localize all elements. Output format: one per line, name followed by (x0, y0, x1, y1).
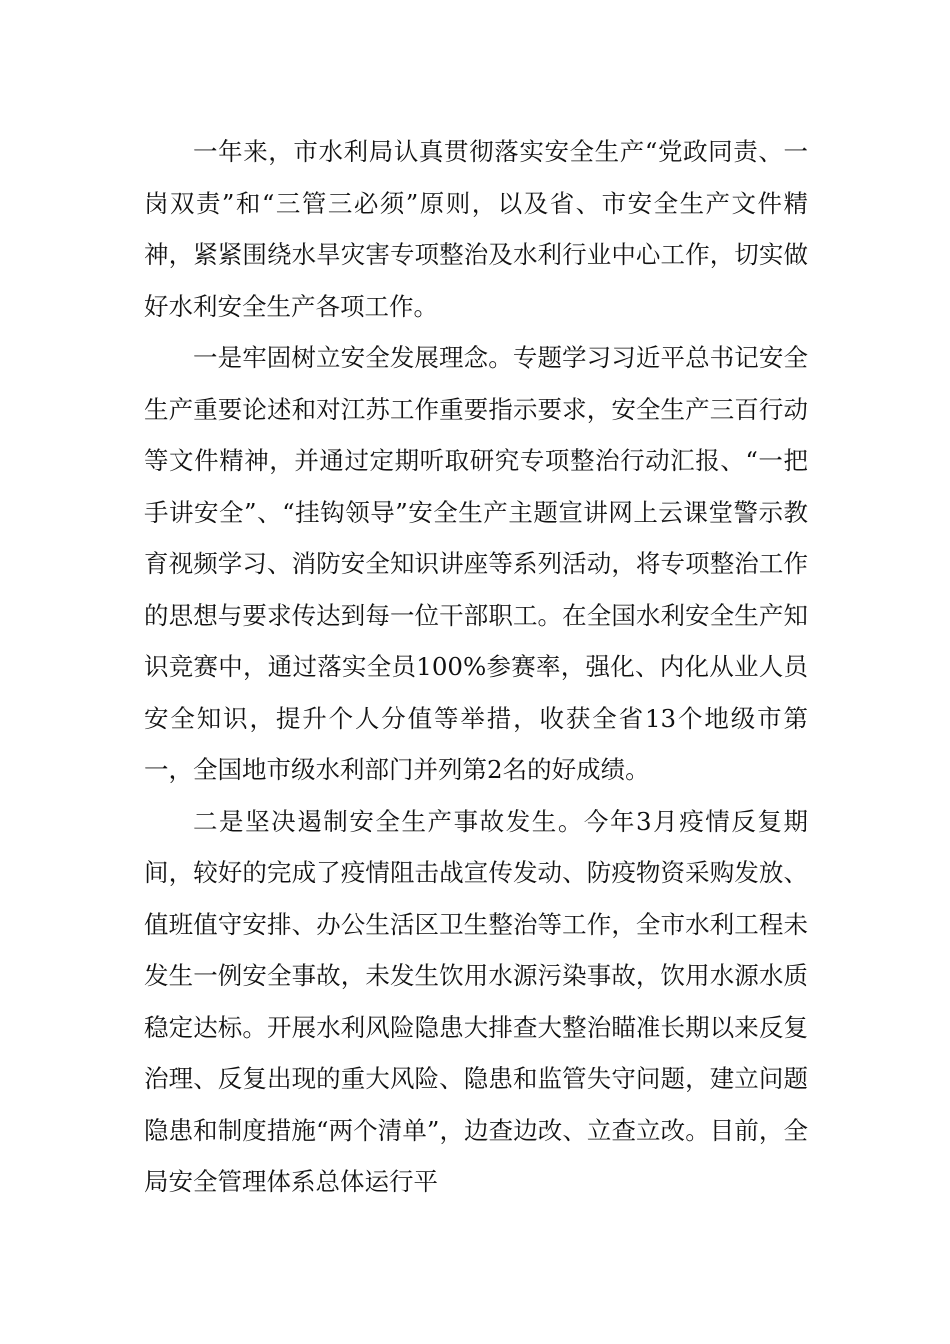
document-body (144, 126, 808, 1208)
paragraph-safety-concept: 一是牢固树立安全发展理念。专题学习习近平总书记安全生产重要论述和对江苏工作重要指示要求，安全生产三百行动等文件精神，并通过定期听取研究专项整治行动汇报、“一把手讲安全”、“挂钩领导”安全生产主题宣讲网上云课堂警示教育视频学习、消防安全知识讲座等系列活动，将专项整治工作的思想与要求传达到每一位干部职工。在全国水利安全生产知识竞赛中，通过落实全员100%参赛率，强化、内化从业人员安全知识，提升个人分值等举措，收获全省13个地级市第一，全国地市级水利部门并列第2名的好成绩。 (144, 343, 808, 784)
paragraph-intro: 一年来，市水利局认真贯彻落实安全生产“党政同责、一岗双责”和“三管三必须”原则，以及省、市安全生产文件精神，紧紧围绕水旱灾害专项整治及水利行业中心工作，切实做好水利安全生产各项工作。 (144, 137, 808, 321)
paragraph-accident-prevention: 二是坚决遏制安全生产事故发生。今年3月疫情反复期间，较好的完成了疫情阻击战宣传发动、防疫物资采购发放、值班值守安排、办公生活区卫生整治等工作，全市水利工程未发生一例安全事故，未发生饮用水源污染事故，饮用水源水质稳定达标。开展水利风险隐患大排查大整治瞄准长期以来反复治理、反复出现的重大风险、隐患和监管失守问题，建立问题隐患和制度措施“两个清单”，边查边改、立查立改。目前，全局安全管理体系总体运行平 (144, 806, 808, 1196)
